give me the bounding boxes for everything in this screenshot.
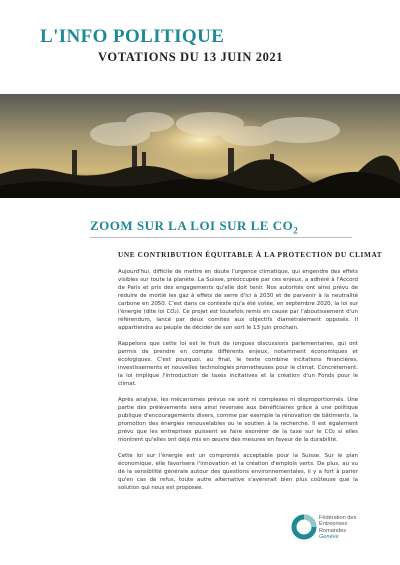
publication-title: L'INFO POLITIQUE: [40, 26, 225, 47]
industrial-smoke-photo: [0, 94, 400, 198]
paragraph-4: Cette loi sur l'énergie est un compromis acceptable pour la Suisse. Sur le plan économique, elle favorisera l'innovation et la création d'emplois verts. De plus, au vu de la sensibilité générale autour des questions environnementales, il y a fort à parier qu'en cas de refus, toute autre alternative s'avérerait bien plus coûteuse que la solution qui nous est proposée.: [118, 453, 358, 491]
logo-city: Genève: [319, 533, 339, 540]
logo-line-3: Romandes: [319, 527, 347, 534]
fer-logo: [291, 512, 381, 552]
section-heading: UNE CONTRIBUTION ÉQUITABLE À LA PROTECTION DU CLIMAT: [118, 250, 383, 259]
article-heading: [90, 218, 298, 236]
paragraph-1: Aujourd'hui, difficile de mettre en doute l'urgence climatique, qui engendre des effets visibles sur toute la planète. La Suisse, préoccupée par ces enjeux, a adhéré à l'Accord de Paris et pris des engagements qu'elle doit tenir. Nos autorités ont ainsi prévu de réduire de moitié les gaz à effets de serre d'ici à 2030 et de parvenir à la neutralité carbone en 2050. C'est dans ce contexte qu'a été votée, en septembre 2020, la loi sur l'énergie (dite loi CO₂). Ce projet est toutefois remis en cause par l'aboutissement d'un référendum, lancé par deux comités aux objectifs diamétralement opposés. Il appartiendra au peuple de décider de son sort le 13 juin prochain.: [118, 269, 358, 331]
vote-date-subtitle: VOTATIONS DU 13 JUIN 2021: [98, 50, 284, 64]
logo-line-1: Fédération des: [319, 515, 357, 521]
logo-line-2: Entreprises: [319, 521, 348, 528]
zoom-rest: SUR LA LOI SUR LE CO: [133, 218, 294, 233]
heading-divider: [90, 237, 352, 238]
photo-illustration: [0, 94, 400, 198]
fer-logo-icon: [291, 514, 317, 540]
paragraph-3: Après analyse, les mécanismes prévus ne sont ni complexes ni disproportionnés. Une partie des prélèvements sera ainsi reversée aux bénéficiaires grâce à une politique publique d'encouragements divers, comme par exemple la rénovation de bâtiments, la promotion des énergies renouvelables ou le soutien à la recherche. Il est également prévu que les entreprises puissent se faire exonérer de la taxe sur le CO₂ si elles montrent qu'elles ont déjà mis en œuvre des mesures en faveur de la durabilité.: [118, 397, 358, 443]
co2-subscript: 2: [293, 225, 299, 236]
article-body: [118, 268, 358, 500]
fer-logo-text: [319, 515, 356, 540]
paragraph-2: Rappelons que cette loi est le fruit de longues discussions parlementaires, qui ont permis de prendre en compte différents enjeux, notamment économiques et écologiques. C'est pourquoi, au final, le texte combine incitations financières, investissements et nouvelles technologies prometteuses pour le climat. Concrètement, la loi implique l'introduction de taxes incitatives et la création d'un Fonds pour le climat.: [118, 341, 358, 387]
zoom-word: ZOOM: [90, 218, 134, 233]
